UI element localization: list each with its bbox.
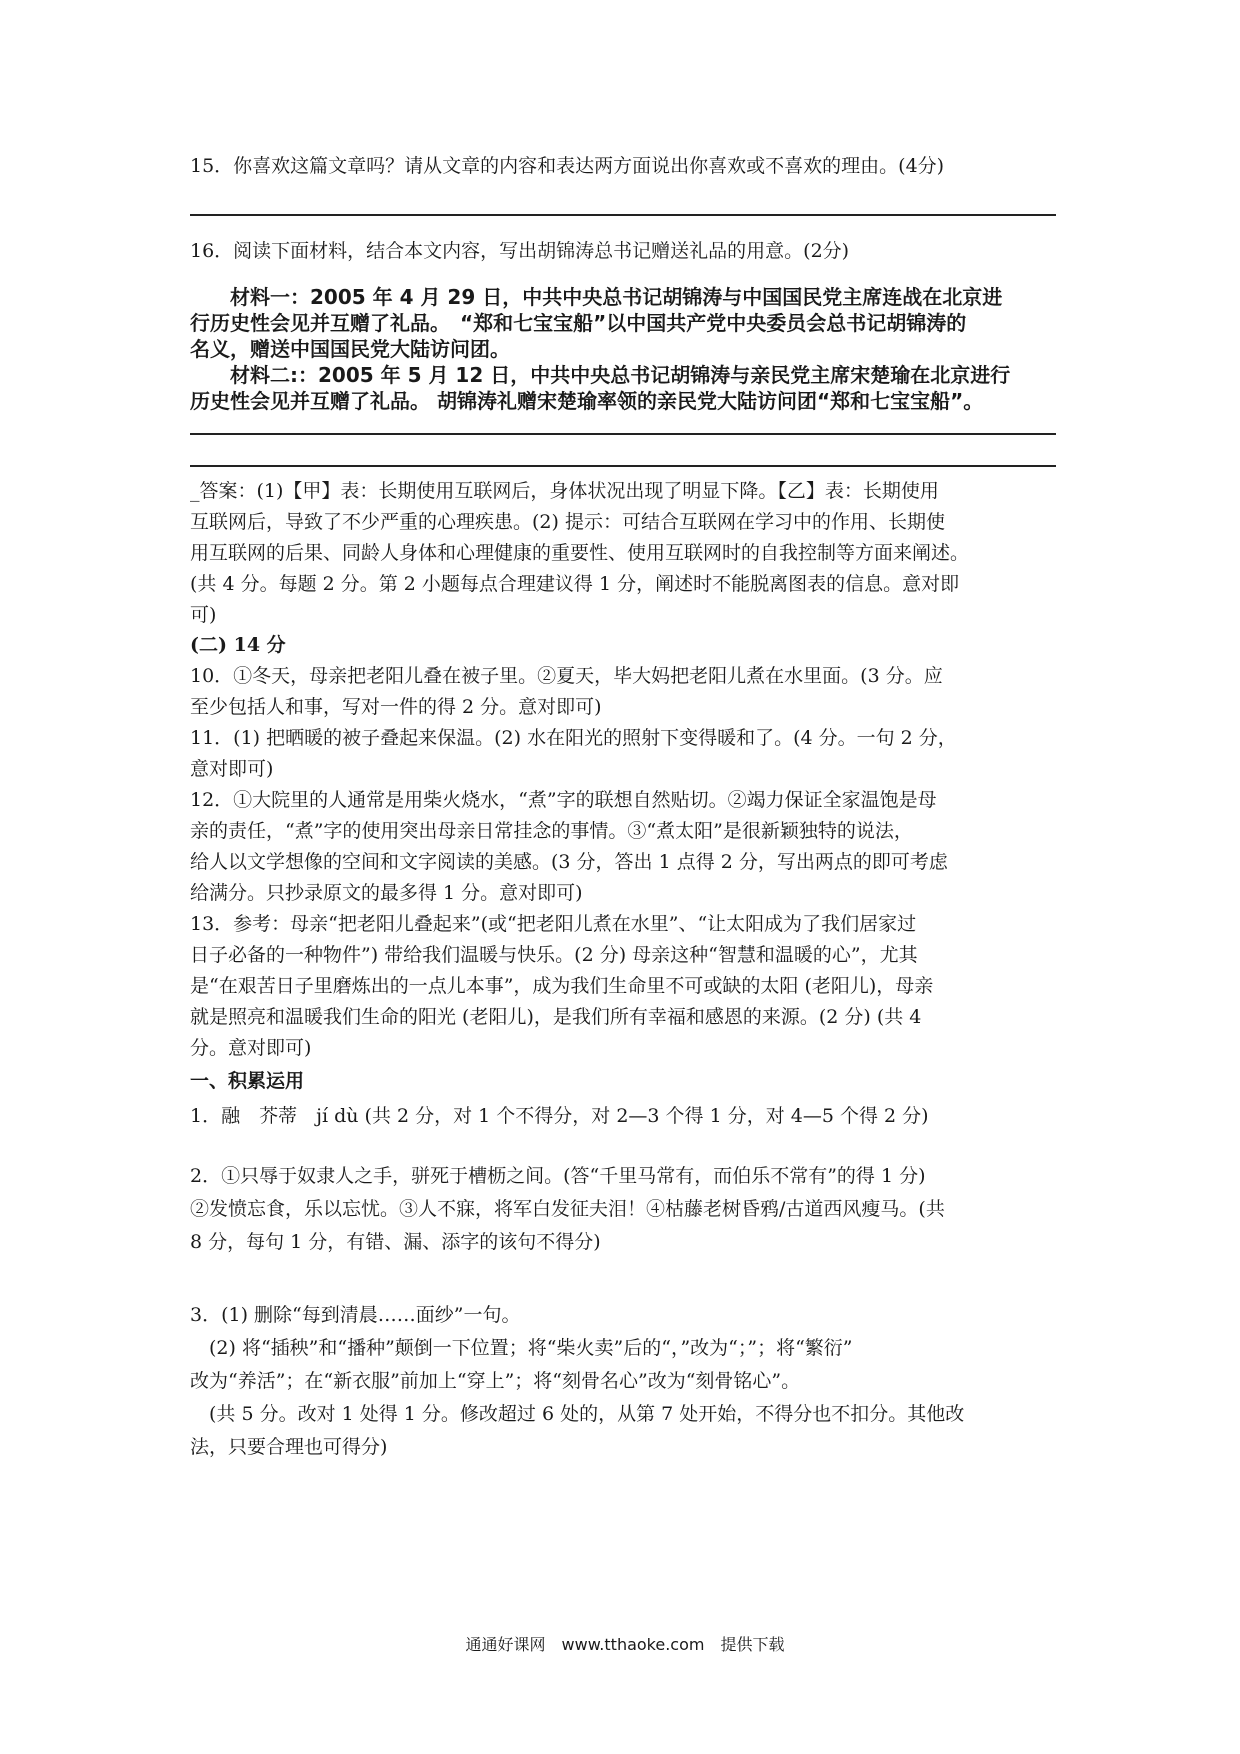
answer-12: 亲的责任，“煮”字的使用突出母亲日常挂念的事情。③“煮太阳”是很新颖独特的说法，	[190, 820, 913, 842]
answer-12: 给人以文学想像的空间和文字阅读的美感。(3 分，答出 1 点得 2 分，写出两点的即可考虑	[190, 851, 948, 873]
answer-line	[190, 433, 1056, 435]
answer-text: 用互联网的后果、同龄人身体和心理健康的重要性、使用互联网时的自我控制等方面来阐述。	[190, 542, 970, 564]
section-heading: (二) 14 分	[190, 634, 286, 656]
answer-13: 就是照亮和温暖我们生命的阳光 (老阳儿)，是我们所有幸福和感恩的来源。(2 分) (共 4	[190, 1006, 922, 1028]
answer-13: 是“在艰苦日子里磨炼出的一点儿本事”，成为我们生命里不可或缺的太阳 (老阳儿)，母亲	[190, 975, 934, 997]
answer-13: 分。意对即可)	[190, 1037, 312, 1059]
document-page	[190, 0, 1060, 1754]
answer-11: 11．(1) 把晒暖的被子叠起来保温。(2) 水在阳光的照射下变得暖和了。(4 分。一句 2 分，	[190, 727, 957, 749]
answer-3: 法，只要合理也可得分)	[190, 1436, 388, 1458]
answer-text: _答案：(1)【甲】表：长期使用互联网后，身体状况出现了明显下降。【乙】表：长期使用	[190, 480, 939, 502]
answer-line	[190, 214, 1056, 216]
answer-2: ②发愤忘食，乐以忘忧。③人不寐，将军白发征夫泪！④枯藤老树昏鸦/古道西风瘦马。(共	[190, 1198, 945, 1220]
question-15: 15．你喜欢这篇文章吗？请从文章的内容和表达两方面说出你喜欢或不喜欢的理由。(4分)	[190, 155, 945, 177]
answer-1: 1．融 芥蒂 jí dù (共 2 分，对 1 个不得分，对 2—3 个得 1 分，对 4—5 个得 2 分)	[190, 1105, 929, 1127]
answer-13: 日子必备的一种物件”) 带给我们温暖与快乐。(2 分) 母亲这种“智慧和温暖的心”，尤其	[190, 944, 918, 966]
answer-text: 互联网后，导致了不少严重的心理疾患。(2) 提示：可结合互联网在学习中的作用、长期使	[190, 511, 945, 533]
answer-line	[190, 465, 1056, 467]
answer-11: 意对即可)	[190, 758, 274, 780]
answer-12: 给满分。只抄录原文的最多得 1 分。意对即可)	[190, 882, 583, 904]
material-line: 材料二:：2005 年 5 月 12 日，中共中央总书记胡锦涛与亲民党主席宋楚瑜在北京进行	[190, 363, 1011, 387]
answer-13: 13．参考：母亲“把老阳儿叠起来”(或“把老阳儿煮在水里”、“让太阳成为了我们居家过	[190, 913, 917, 935]
answer-2: 8 分，每句 1 分，有错、漏、添字的该句不得分)	[190, 1231, 601, 1253]
answer-2: 2．①只辱于奴隶人之手，骈死于槽枥之间。(答“千里马常有，而伯乐不常有”的得 1 分)	[190, 1165, 926, 1187]
material-line: 材料一：2005 年 4 月 29 日，中共中央总书记胡锦涛与中国国民党主席连战在北京进	[190, 285, 1003, 309]
answer-3: 3．(1) 删除“每到清晨……面纱”一句。	[190, 1304, 521, 1326]
answer-3: (2) 将“插秧”和“播种”颠倒一下位置；将“柴火卖”后的“，”改为“；”；将“繁衍”	[190, 1337, 853, 1359]
answer-3: (共 5 分。改对 1 处得 1 分。修改超过 6 处的，从第 7 处开始，不得分也不扣分。其他改	[190, 1403, 965, 1425]
question-16: 16．阅读下面材料，结合本文内容，写出胡锦涛总书记赠送礼品的用意。(2分)	[190, 240, 850, 262]
answer-text: (共 4 分。每题 2 分。第 2 小题每点合理建议得 1 分，阐述时不能脱离图表的信息。意对即	[190, 573, 960, 595]
answer-12: 12．①大院里的人通常是用柴火烧水，“煮”字的联想自然贴切。②竭力保证全家温饱是母	[190, 789, 937, 811]
section-heading: 一、积累运用	[190, 1070, 305, 1092]
answer-10: 10．①冬天，母亲把老阳儿叠在被子里。②夏天，毕大妈把老阳儿煮在水里面。(3 分。应	[190, 665, 943, 687]
material-line: 行历史性会见并互赠了礼品。 “郑和七宝宝船”以中国共产党中央委员会总书记胡锦涛的	[190, 311, 967, 335]
answer-10: 至少包括人和事，写对一件的得 2 分。意对即可)	[190, 696, 602, 718]
page-footer: 通通好课网 www.tthaoke.com 提供下载	[465, 1635, 785, 1654]
answer-3: 改为“养活”；在“新衣服”前加上“穿上”；将“刻骨名心”改为“刻骨铭心”。	[190, 1370, 801, 1392]
material-line: 历史性会见并互赠了礼品。 胡锦涛礼赠宋楚瑜率领的亲民党大陆访问团“郑和七宝宝船”。	[190, 389, 984, 413]
material-line: 名义，赠送中国国民党大陆访问团。	[190, 337, 510, 361]
answer-text: 可)	[190, 604, 217, 626]
